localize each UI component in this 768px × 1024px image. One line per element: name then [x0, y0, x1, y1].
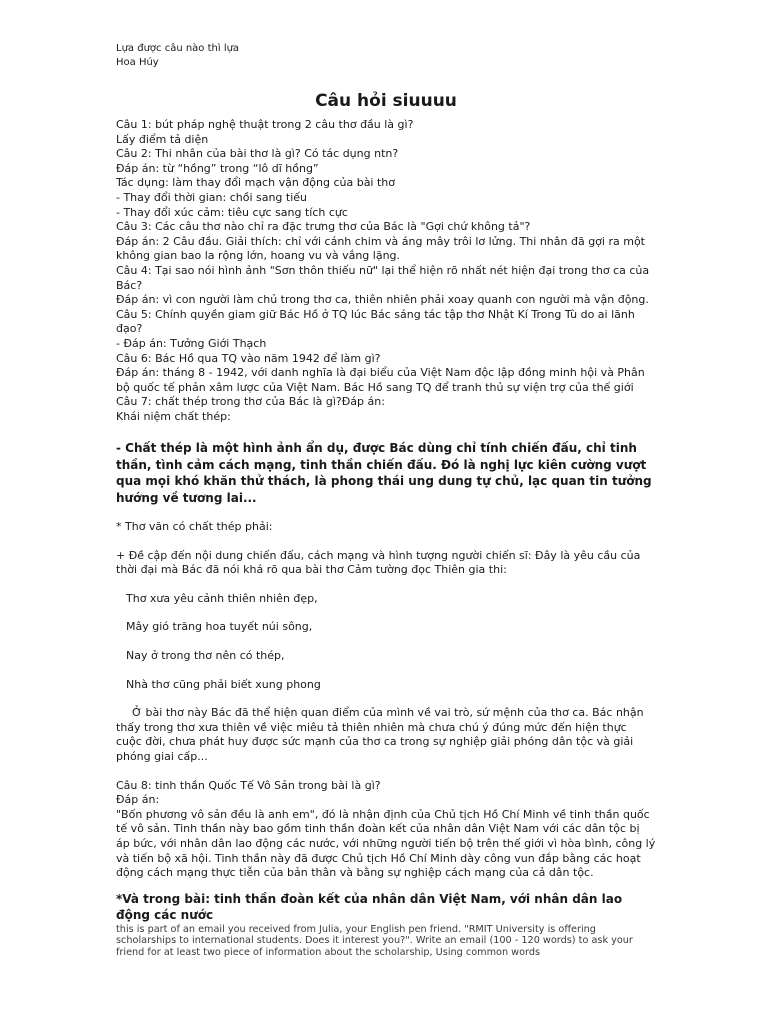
document-page [116, 42, 656, 958]
bold-closing: *Và trong bài: tinh thần đoàn kết của nhân dân Việt Nam, với nhân dân lao động các nước [116, 891, 623, 923]
text-line: Đáp án: 2 Câu đầu. Giải thích: chỉ với cánh chim và áng mây trôi lơ lửng. Thi nhân đã gợi ra một không gian bao la rộng lớn, hoang vu và vắng lặng. [116, 234, 645, 263]
bold-definition: - Chất thép là một hình ảnh ẩn dụ, được Bác dùng chỉ tính chiến đấu, chỉ tinh thần, tình cảm cách mạng, tinh thần chiến đấu. Đó là nghị lực kiên cường vượt qua mọi khó khăn thử thách, là phong thái ung dung tự chủ, lạc quan tin tưởng hướng về tương lai... [116, 441, 652, 505]
page-title: Câu hỏi siuuuu [315, 91, 457, 111]
text-line: Đáp án: tháng 8 - 1942, với danh nghĩa là đại biểu của Việt Nam độc lập đồng minh hội và Phân bộ quốc tế phản xâm lược của Việt Nam. Bác Hồ sang TQ để tranh thủ sự viện trợ của thế giới [116, 366, 645, 394]
english-note: this is part of an email you received from Julia, your English pen friend. "RMIT University is offering scholarships to international students. Does it interest you?". Write an email (100 - 120 words) to ask your friend for at least two piece of information about the scholarship, Using common words [116, 923, 633, 958]
text-line: - Thay đổi thời gian: chồi sang tiếu [116, 190, 308, 204]
text-line: Khái niệm chất thép: [116, 409, 231, 423]
steel-intro: * Thơ văn có chất thép phải: [116, 520, 273, 534]
q8-answer: "Bốn phương vô sản đều là anh em", đó là nhận định của Chủ tịch Hồ Chí Minh về tinh thần quốc tế vô sản. Tinh thần này bao gồm tinh thần đoàn kết của nhân dân Việt Nam với các dân tộc bị áp bức, với nhân dân lao động các nước, với những người tiến bộ trên thế giới vì hòa bình, công lý và tiến bộ xã hội. Tinh thần này đã được Chủ tịch Hồ Chí Minh dày công vun đắp bằng các hoạt động cách mạng thực tiễn của bản thân và bằng sự nghiệp cách mạng của cả dân tộc. [116, 807, 656, 880]
steel-point: + Đề cập đến nội dung chiến đấu, cách mạng và hình tượng người chiến sĩ: Đây là yêu cầu của thời đại mà Bác đã nói khá rõ qua bài thơ Cảm tường đọc Thiên gia thi: [116, 548, 641, 577]
q8-question: Câu 8: tinh thần Quốc Tế Vô Sản trong bài là gì? [116, 778, 381, 792]
poem-commentary: Ở bài thơ này Bác đã thể hiện quan điểm của mình về vai trò, sứ mệnh của thơ ca. Bác nhận thấy trong thơ xưa thiên về việc miêu tả thiên nhiên mà chưa chú ý đúng mức đến hiện thực cuộc đời, chưa phát huy được sức mạnh của thơ ca trong sự nghiệp giải phóng dân tộc và giải phóng giai cấp... [116, 706, 644, 764]
text-line: Đáp án: từ “hồng” trong “lô dĩ hồng” [116, 161, 319, 175]
text-line: Tác dụng: làm thay đổi mạch vận động của bài thơ [116, 176, 396, 190]
poem-line: Nhà thơ cũng phải biết xung phong [126, 677, 321, 691]
q8-answer-label: Đáp án: [116, 793, 160, 807]
question-lines [116, 118, 656, 424]
text-line: Câu 2: Thi nhân của bài thơ là gì? Có tác dụng ntn? [116, 147, 399, 161]
header-line-2: Hoa Húy [116, 57, 159, 68]
text-line: Đáp án: vì con người làm chủ trong thơ ca, thiên nhiên phải xoay quanh con người mà vận động. [116, 293, 649, 307]
text-line: Câu 4: Tại sao nói hình ảnh "Sơn thôn thiếu nữ" lại thể hiện rõ nhất nét hiện đại trong thơ ca của Bác? [116, 263, 650, 292]
text-line: Lấy điểm tả diện [116, 132, 209, 146]
text-line: - Đáp án: Tưởng Giới Thạch [116, 336, 267, 350]
text-line: Câu 5: Chính quyền giam giữ Bác Hồ ở TQ lúc Bác sáng tác tập thơ Nhật Kí Trong Tù do ai lãnh đạo? [116, 307, 635, 336]
poem-line: Mây gió trăng hoa tuyết núi sông, [126, 620, 313, 634]
poem-line: Nay ở trong thơ nên có thép, [126, 649, 285, 663]
text-line: Câu 1: bút pháp nghệ thuật trong 2 câu thơ đầu là gì? [116, 118, 414, 131]
text-line: Câu 7: chất thép trong thơ của Bác là gì?Đáp án: [116, 395, 385, 409]
header-line-1: Lựa được câu nào thì lựa [116, 43, 240, 54]
text-line: Câu 3: Các câu thơ nào chỉ ra đặc trưng thơ của Bác là "Gợi chứ không tả"? [116, 220, 531, 234]
poem-line: Thơ xưa yêu cảnh thiên nhiên đẹp, [126, 591, 318, 605]
text-line: Câu 6: Bác Hồ qua TQ vào năm 1942 để làm gì? [116, 351, 381, 365]
text-line: - Thay đổi xúc cảm: tiêu cực sang tích cực [116, 205, 348, 219]
